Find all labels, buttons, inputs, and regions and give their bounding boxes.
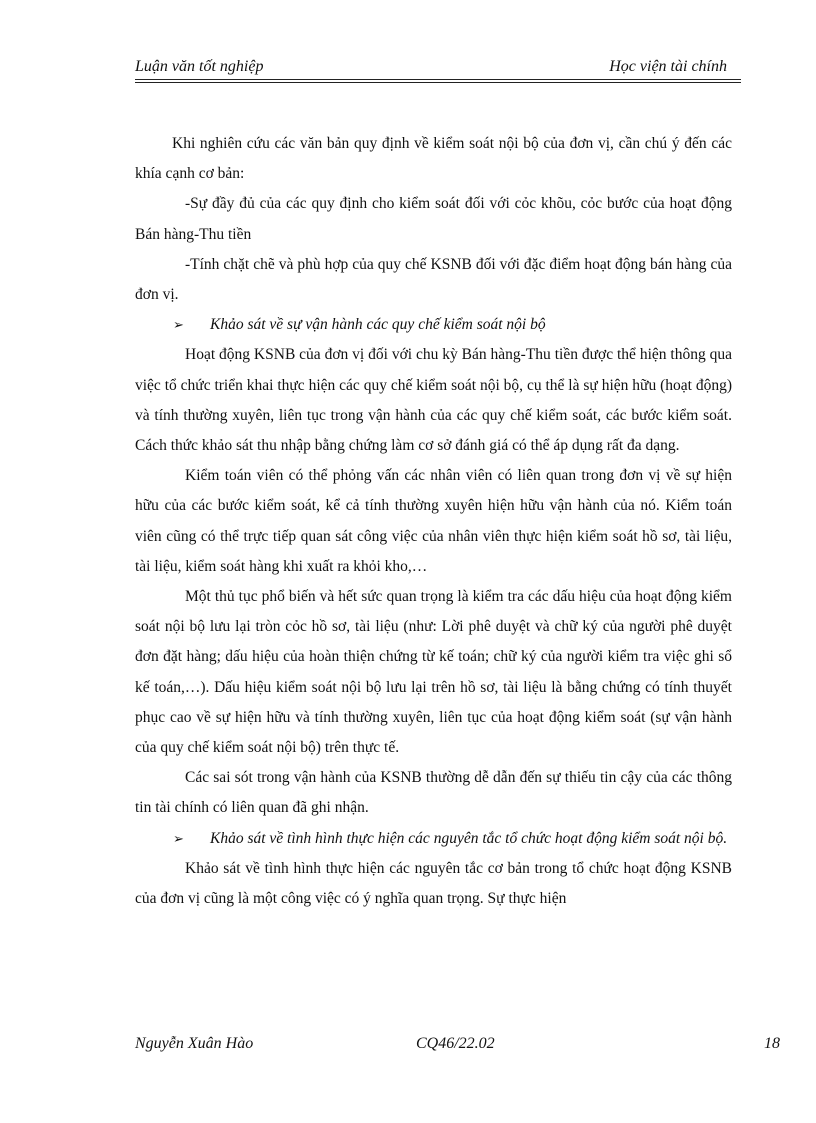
paragraph-3: -Tính chặt chẽ và phù hợp của quy chế KSNB đối với đặc điểm hoạt động bán hàng của đơn vị.: [135, 255, 732, 304]
header-institution: Học viện tài chính: [609, 58, 727, 75]
footer-author: Nguyễn Xuân Hào: [135, 1035, 254, 1052]
paragraph-8: Khảo sát về tình hình thực hiện các nguyên tắc cơ bản trong tổ chức hoạt động KSNB của đơn vị cũng là một công việc có ý nghĩa quan trọng. Sự thực hiện: [135, 859, 732, 908]
bullet-heading-1: [135, 310, 732, 340]
footer-class-code: CQ46/22.02: [416, 1035, 495, 1052]
bullet-heading-1-text: Khảo sát về sự vận hành các quy chế kiểm soát nội bộ: [210, 316, 546, 334]
header-thesis-title: Luận văn tốt nghiệp: [135, 58, 264, 75]
bullet-heading-2: [135, 824, 732, 854]
paragraph-1: Khi nghiên cứu các văn bản quy định về kiểm soát nội bộ của đơn vị, cần chú ý đến các khía cạnh cơ bản:: [135, 135, 732, 183]
page-header: [135, 58, 739, 80]
arrow-bullet-icon: ➢: [173, 317, 184, 333]
document-body: [135, 129, 732, 914]
paragraph-5: Kiểm toán viên có thể phỏng vấn các nhân viên có liên quan trong đơn vị về sự hiện hữu của các bước kiểm soát, kể cả tính thường xuyên hiện hữu vận hành của nó. Kiểm toán viên cũng có thể trực tiếp quan sát công việc của nhân viên thực hiện kiểm soát hồ sơ, tài liệu, tài liệu, kiểm soát hàng khi xuất ra khỏi kho,…: [135, 467, 732, 575]
paragraph-7: Các sai sót trong vận hành của KSNB thường dễ dẫn đến sự thiếu tin cậy của các thông tin tài chính có liên quan đã ghi nhận.: [135, 769, 732, 817]
page-number: 18: [764, 1035, 780, 1052]
paragraph-6: Một thủ tục phổ biến và hết sức quan trọng là kiểm tra các dấu hiệu của hoạt động kiểm soát nội bộ lưu lại tròn cỏc hồ sơ, tài liệu (như: Lời phê duyệt và chữ ký của người phê duyệt đơn đặt hàng; dấu hiệu của hoàn thiện chứng từ kế toán; chữ ký của người kiểm tra việc ghi sổ kế toán,…). Dấu hiệu kiểm soát nội bộ lưu lại trên hồ sơ, tài liệu là bằng chứng có tính thuyết phục cao về sự hiện hữu và tính thường xuyên, liên tục của hoạt động kiểm soát (sự vận hành của quy chế kiểm soát nội bộ) trên thực tế.: [135, 588, 732, 757]
page-footer: [135, 1035, 780, 1057]
header-divider: [135, 79, 741, 83]
paragraph-2: -Sự đầy đủ của các quy định cho kiểm soát đối với cỏc khõu, cỏc bước của hoạt động Bán hàng-Thu tiền: [135, 195, 732, 243]
paragraph-4: Hoạt động KSNB của đơn vị đối với chu kỳ Bán hàng-Thu tiền được thể hiện thông qua việc tổ chức triển khai thực hiện các quy chế kiểm soát nội bộ, cụ thể là sự hiện hữu (hoạt động) và tính thường xuyên, liên tục trong vận hành của các quy chế kiểm soát, các bước kiểm soát. Cách thức khảo sát thu nhập bằng chứng làm cơ sở đánh giá có thể áp dụng rất đa dạng.: [135, 346, 732, 455]
bullet-heading-2-text: Khảo sát về tình hình thực hiện các nguyên tắc tổ chức hoạt động kiểm soát nội bộ.: [210, 829, 728, 847]
arrow-bullet-icon: ➢: [173, 830, 184, 846]
